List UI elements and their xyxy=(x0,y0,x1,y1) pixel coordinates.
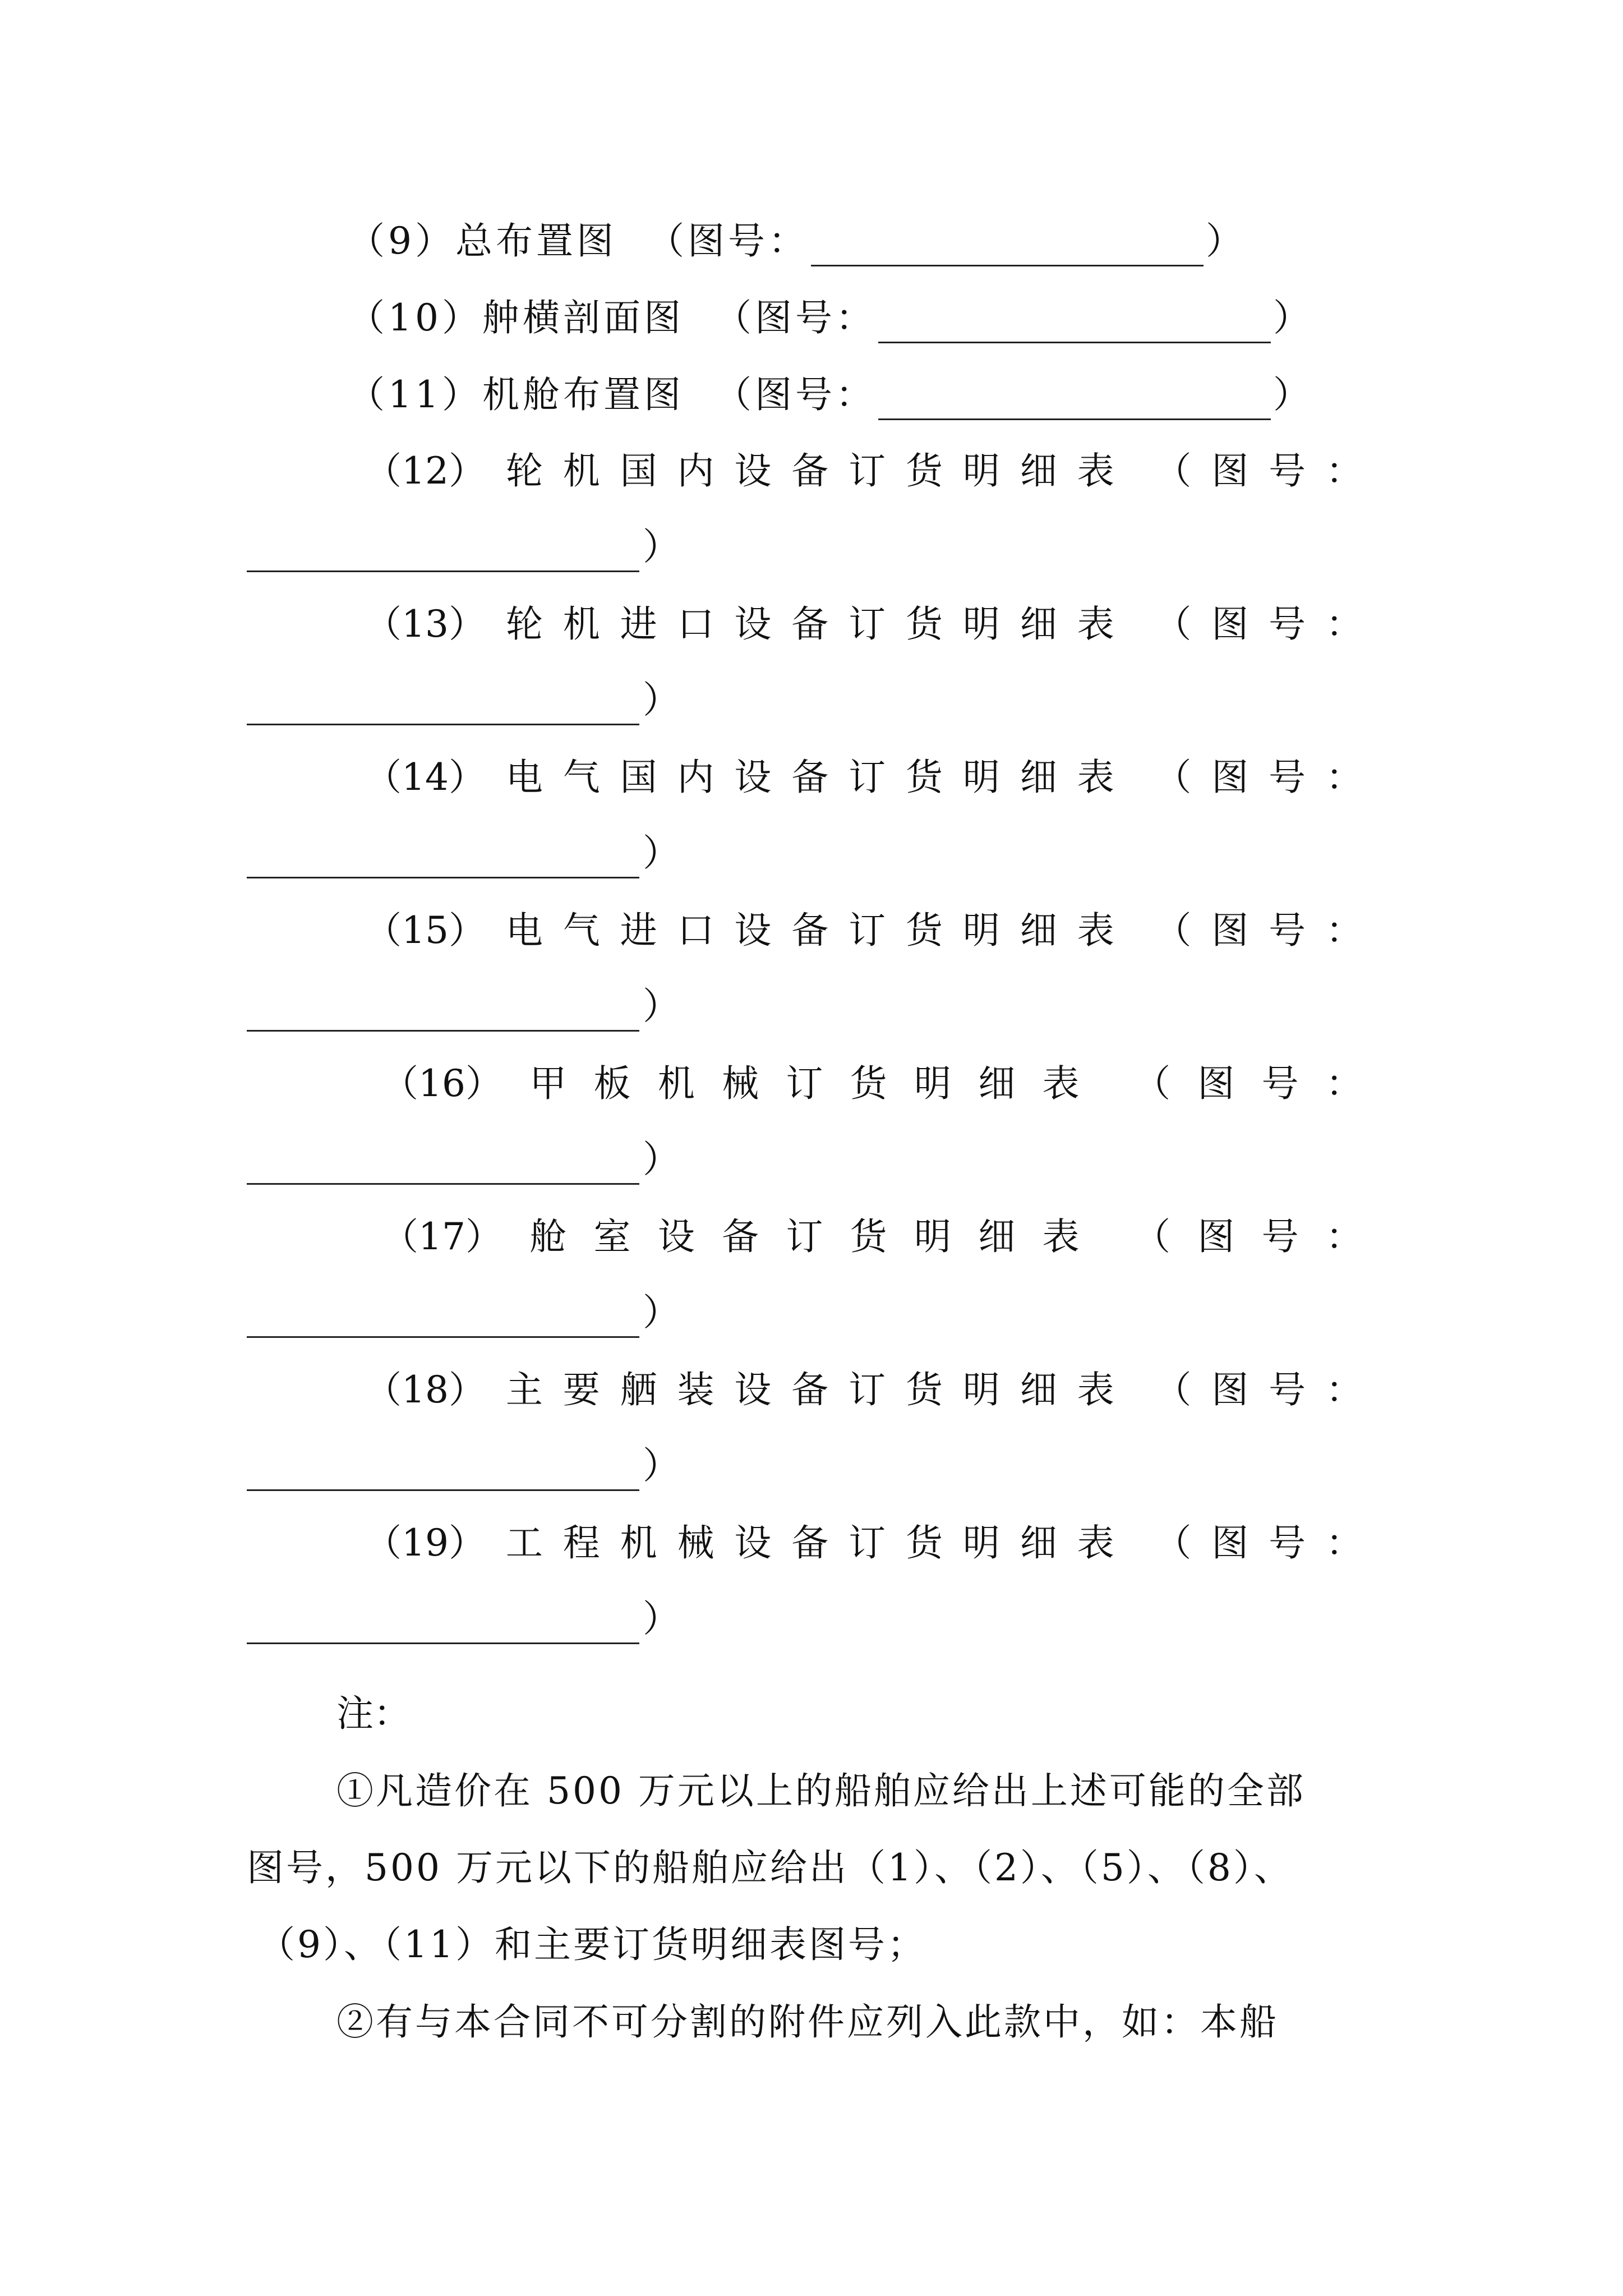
item-char: 订 xyxy=(849,1521,886,1565)
drawing-no-blank xyxy=(247,838,639,878)
item-char: 轮 xyxy=(505,602,543,646)
item-char: 表 xyxy=(1077,602,1114,646)
item-char: 货 xyxy=(905,756,943,799)
item-number: （18） xyxy=(365,1368,486,1411)
close-paren: ） xyxy=(643,525,680,568)
item-char: 工 xyxy=(505,1521,543,1565)
item-char: 设 xyxy=(734,909,772,952)
drawing-no-label: （图号： xyxy=(647,219,809,263)
item-char: 细 xyxy=(978,1215,1016,1258)
drawing-no-blank xyxy=(811,226,1204,266)
item-char: 表 xyxy=(1077,756,1114,799)
item-char: 明 xyxy=(914,1215,951,1258)
item-char: 表 xyxy=(1042,1062,1080,1105)
item-13-continuation xyxy=(247,675,680,725)
drawing-no-label: （图号： xyxy=(714,373,876,416)
item-char: 进 xyxy=(620,602,657,646)
item-char: 电 xyxy=(505,756,543,799)
item-number: （10） xyxy=(348,296,482,339)
item-char: 号 xyxy=(1261,1215,1299,1258)
item-char: 板 xyxy=(593,1062,631,1105)
item-char: （ xyxy=(1154,1521,1192,1565)
drawing-no-blank xyxy=(878,379,1271,420)
note-1-line-3: （9）、（11）和主要订货明细表图号； xyxy=(258,1923,926,1966)
item-char: 订 xyxy=(786,1215,823,1258)
item-9 xyxy=(348,216,1246,266)
item-15-continuation xyxy=(247,981,680,1032)
note-2-line-1: ②有与本合同不可分割的附件应列入此款中，如：本船 xyxy=(336,2000,1279,2044)
note-1-line-2: 图号，500 万元以下的船舶应给出（1）、（2）、（5）、（8）、 xyxy=(247,1846,1293,1889)
close-paren: ） xyxy=(643,1138,680,1181)
item-char: 货 xyxy=(905,1521,943,1565)
close-paren: ） xyxy=(643,1597,680,1640)
item-number: （19） xyxy=(365,1521,486,1565)
item-title: 总布置图 xyxy=(455,219,617,263)
item-char: 口 xyxy=(677,602,714,646)
item-char: 图 xyxy=(1211,909,1249,952)
item-char: 货 xyxy=(850,1062,887,1105)
item-char: 订 xyxy=(849,1368,886,1411)
item-char: 备 xyxy=(791,1521,829,1565)
item-char: ： xyxy=(1325,1062,1363,1105)
close-paren: ） xyxy=(643,678,680,721)
item-char: 图 xyxy=(1211,602,1249,646)
item-10 xyxy=(348,293,1313,343)
item-char: 内 xyxy=(677,449,714,493)
item-char: 机 xyxy=(620,1521,657,1565)
item-char: 明 xyxy=(962,756,1000,799)
item-char: 细 xyxy=(1020,449,1057,493)
item-char: 订 xyxy=(786,1062,823,1105)
item-19 xyxy=(365,1518,1363,1568)
item-char: 细 xyxy=(1020,1368,1057,1411)
item-char: （ xyxy=(1154,909,1192,952)
item-char: 明 xyxy=(962,602,1000,646)
item-char: 械 xyxy=(722,1062,759,1105)
item-char: 备 xyxy=(791,1368,829,1411)
item-title: 机舱布置图 xyxy=(482,373,684,416)
item-char: 号 xyxy=(1269,909,1306,952)
item-number: （17） xyxy=(381,1215,502,1258)
item-char: ： xyxy=(1325,449,1363,493)
item-13 xyxy=(365,599,1363,650)
item-17 xyxy=(381,1212,1363,1262)
item-16 xyxy=(381,1059,1363,1109)
item-16-continuation xyxy=(247,1134,680,1185)
item-char: 号 xyxy=(1269,449,1306,493)
item-char: 表 xyxy=(1077,1368,1114,1411)
item-number: （13） xyxy=(365,602,486,646)
item-char: ： xyxy=(1325,1368,1363,1411)
item-char: 内 xyxy=(677,756,714,799)
item-char: ： xyxy=(1325,1215,1363,1258)
item-char: 主 xyxy=(505,1368,543,1411)
item-char: 程 xyxy=(562,1521,600,1565)
item-char: 口 xyxy=(677,909,714,952)
item-char: 号 xyxy=(1261,1062,1299,1105)
item-char: 设 xyxy=(734,449,772,493)
item-char: 订 xyxy=(849,602,886,646)
item-char: 装 xyxy=(677,1368,714,1411)
note-label: 注： xyxy=(336,1692,411,1735)
item-char: ： xyxy=(1325,602,1363,646)
drawing-no-blank xyxy=(247,991,639,1032)
item-char: 号 xyxy=(1269,1521,1306,1565)
item-char: 细 xyxy=(1020,756,1057,799)
item-char: 号 xyxy=(1269,602,1306,646)
item-char: 货 xyxy=(905,449,943,493)
item-char: 进 xyxy=(620,909,657,952)
item-char: 舱 xyxy=(529,1215,567,1258)
item-char: 图 xyxy=(1211,449,1249,493)
drawing-no-blank xyxy=(247,1297,639,1338)
item-char: 机 xyxy=(562,449,600,493)
drawing-no-label: （图号： xyxy=(714,296,876,339)
item-char: 号 xyxy=(1269,756,1306,799)
item-char: 设 xyxy=(734,602,772,646)
item-char: 图 xyxy=(1197,1215,1235,1258)
drawing-no-blank xyxy=(247,531,639,572)
item-char: 货 xyxy=(905,1368,943,1411)
item-char: 电 xyxy=(505,909,543,952)
item-char: 明 xyxy=(914,1062,951,1105)
item-char: 备 xyxy=(791,909,829,952)
item-char: 明 xyxy=(962,449,1000,493)
item-14-continuation xyxy=(247,828,680,878)
item-char: ： xyxy=(1325,909,1363,952)
item-char: 设 xyxy=(657,1215,695,1258)
item-char: 细 xyxy=(1020,1521,1057,1565)
item-12 xyxy=(365,446,1363,496)
item-char: 明 xyxy=(962,909,1000,952)
item-char: 室 xyxy=(593,1215,631,1258)
item-char: （ xyxy=(1154,449,1192,493)
item-char: 备 xyxy=(791,602,829,646)
item-char: 货 xyxy=(905,602,943,646)
close-paren: ） xyxy=(643,1291,680,1334)
item-15 xyxy=(365,905,1363,956)
item-char: 械 xyxy=(677,1521,714,1565)
item-char: （ xyxy=(1133,1062,1171,1105)
item-char: 备 xyxy=(791,756,829,799)
item-char: 国 xyxy=(620,449,657,493)
item-char: 细 xyxy=(1020,602,1057,646)
item-char: 气 xyxy=(562,756,600,799)
item-char: 明 xyxy=(962,1368,1000,1411)
item-char: （ xyxy=(1154,1368,1192,1411)
note-1-line-1: ①凡造价在 500 万元以上的船舶应给出上述可能的全部 xyxy=(336,1769,1306,1812)
item-number: （14） xyxy=(365,756,486,799)
item-11 xyxy=(348,370,1313,420)
item-12-continuation xyxy=(247,522,680,572)
item-number: （15） xyxy=(365,909,486,952)
item-char: （ xyxy=(1154,756,1192,799)
item-char: 表 xyxy=(1077,909,1114,952)
item-char: 货 xyxy=(850,1215,887,1258)
item-17-continuation xyxy=(247,1287,680,1338)
item-char: 图 xyxy=(1211,1368,1249,1411)
item-char: 备 xyxy=(791,449,829,493)
item-char: 国 xyxy=(620,756,657,799)
item-char: 气 xyxy=(562,909,600,952)
item-19-continuation xyxy=(247,1594,680,1644)
item-char: 表 xyxy=(1042,1215,1080,1258)
item-char: 细 xyxy=(978,1062,1016,1105)
item-char: 机 xyxy=(657,1062,695,1105)
item-char: （ xyxy=(1133,1215,1171,1258)
drawing-no-blank xyxy=(247,684,639,725)
item-char: （ xyxy=(1154,602,1192,646)
close-paren: ） xyxy=(643,1444,680,1487)
item-char: 机 xyxy=(562,602,600,646)
item-number: （11） xyxy=(348,373,482,416)
item-18-continuation xyxy=(247,1441,680,1491)
item-char: 设 xyxy=(734,1521,772,1565)
close-paren: ） xyxy=(1272,373,1313,416)
drawing-no-blank xyxy=(247,1450,639,1491)
item-char: 轮 xyxy=(505,449,543,493)
close-paren: ） xyxy=(643,984,680,1028)
close-paren: ） xyxy=(1272,296,1313,339)
item-char: 舾 xyxy=(620,1368,657,1411)
item-char: 甲 xyxy=(529,1062,567,1105)
item-char: 明 xyxy=(962,1521,1000,1565)
item-char: 设 xyxy=(734,1368,772,1411)
item-char: 细 xyxy=(1020,909,1057,952)
item-char: ： xyxy=(1325,756,1363,799)
item-char: 订 xyxy=(849,909,886,952)
item-char: 要 xyxy=(562,1368,600,1411)
item-char: 图 xyxy=(1197,1062,1235,1105)
close-paren: ） xyxy=(643,831,680,875)
item-number: （12） xyxy=(365,449,486,493)
item-char: 订 xyxy=(849,756,886,799)
item-number: （16） xyxy=(381,1062,502,1105)
item-char: 货 xyxy=(905,909,943,952)
item-char: 订 xyxy=(849,449,886,493)
item-number: （9） xyxy=(348,219,455,263)
item-char: 图 xyxy=(1211,1521,1249,1565)
item-char: 备 xyxy=(722,1215,759,1258)
item-char: 表 xyxy=(1077,1521,1114,1565)
drawing-no-blank xyxy=(247,1144,639,1185)
item-char: 表 xyxy=(1077,449,1114,493)
drawing-no-blank xyxy=(247,1603,639,1644)
item-char: 设 xyxy=(734,756,772,799)
item-char: 图 xyxy=(1211,756,1249,799)
item-char: 号 xyxy=(1269,1368,1306,1411)
close-paren: ） xyxy=(1205,219,1246,263)
item-14 xyxy=(365,752,1363,803)
item-18 xyxy=(365,1365,1363,1415)
item-char: ： xyxy=(1325,1521,1363,1565)
item-title: 舯横剖面图 xyxy=(482,296,684,339)
drawing-no-blank xyxy=(878,302,1271,343)
